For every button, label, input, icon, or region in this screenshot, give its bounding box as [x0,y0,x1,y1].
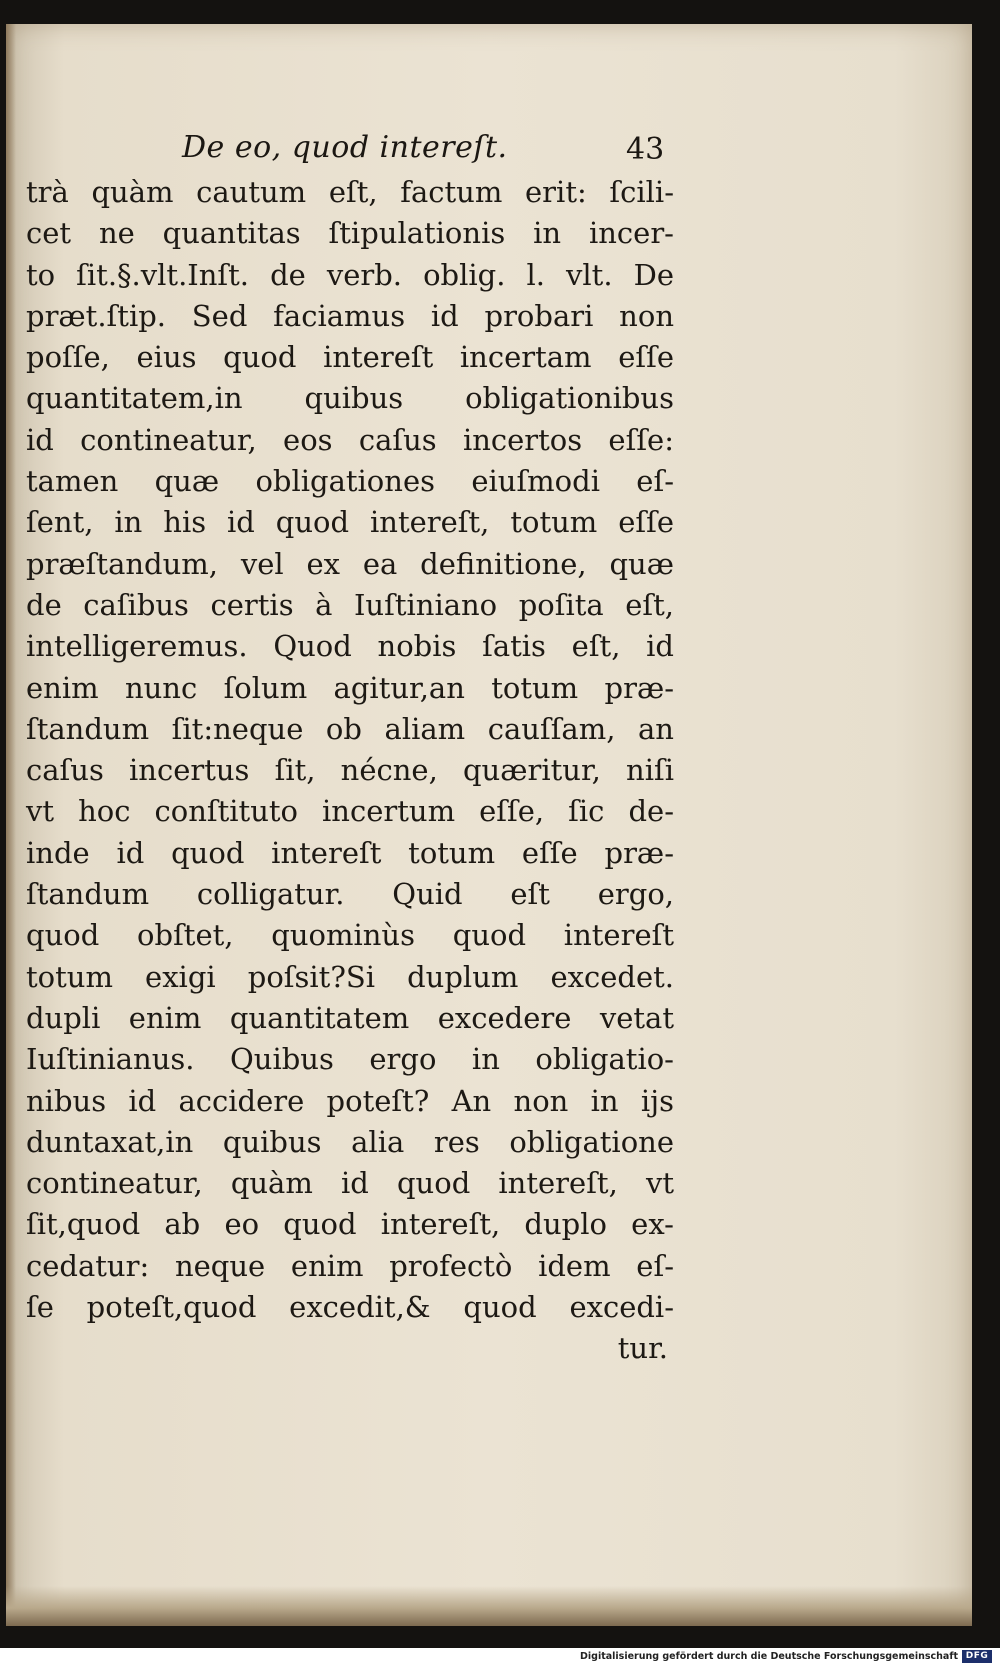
text-line: quantitatem,in quibus obligationibus [26,381,674,416]
text-line: ſent, in his id quod intereſt, totum eſſe [26,505,674,540]
text-line: poſſe, eius quod intereſt incertam eſſe [26,340,674,375]
text-line: cet ne quantitas ſtipulationis in incer- [26,216,674,251]
text-line: ſe poteſt,quod excedit,& quod excedi- [26,1290,674,1325]
text-line: to ſit.§.vlt.Inſt. de verb. oblig. l. vlt. De [26,257,674,292]
running-head [6,116,972,176]
text-line: nibus id accidere poteſt? An non in ijs [26,1083,674,1118]
text-line: ſtandum colligatur. Quid eſt ergo, [26,877,674,912]
text-line: totum exigi poſsit?Si duplum excedet. [26,959,674,994]
text-line: contineatur, quàm id quod intereſt, vt [26,1166,674,1201]
footer-credit: Digitalisierung gefördert durch die Deutsche Forschungsgemeinschaft [580,1651,958,1662]
text-line: caſus incertus ſit, nécne, quæritur, niſi [26,753,674,788]
text-line: enim nunc ſolum agitur,an totum præ- [26,670,674,705]
page-gutter-shadow [6,24,16,1626]
running-title: De eo, quod intereſt. [182,130,508,165]
text-line: de caſibus certis à Iuſtiniano poſita eſt, [26,587,674,622]
catchword: tur. [617,1331,668,1366]
text-line: intelligeremus. Quod nobis ſatis eſt, id [26,629,674,664]
text-line: cedatur: neque enim profectò idem eſ- [26,1248,674,1283]
text-line: duntaxat,in quibus alia res obligatione [26,1124,674,1159]
body-text [26,172,674,1370]
text-line: quod obſtet, quominùs quod intereſt [26,918,674,953]
page-bottom-edge [6,1586,972,1626]
text-line: ſtandum ſit:neque ob aliam cauſſam, an [26,711,674,746]
text-line: ſit,quod ab eo quod intereſt, duplo ex- [26,1207,674,1242]
text-line: præt.ſtip. Sed faciamus id probari non [26,298,674,333]
digitization-footer [0,1648,1000,1666]
text-line: dupli enim quantitatem excedere vetat [26,1000,674,1035]
text-line: inde id quod intereſt totum eſſe præ- [26,835,674,870]
text-line: tamen quæ obligationes eiuſmodi eſ- [26,464,674,499]
text-line: vt hoc conſtituto incertum eſſe, ſic de- [26,794,674,829]
text-line: trà quàm cautum eſt, factum erit: ſcili- [26,175,674,209]
dfg-logo: DFG [962,1650,992,1663]
page-number: 43 [626,132,665,167]
text-line: Iuſtinianus. Quibus ergo in obligatio- [26,1042,674,1077]
text-line: id contineatur, eos caſus incertos eſſe: [26,422,674,457]
book-page [6,24,972,1626]
text-line: præſtandum, vel ex ea definitione, quæ [26,546,674,581]
